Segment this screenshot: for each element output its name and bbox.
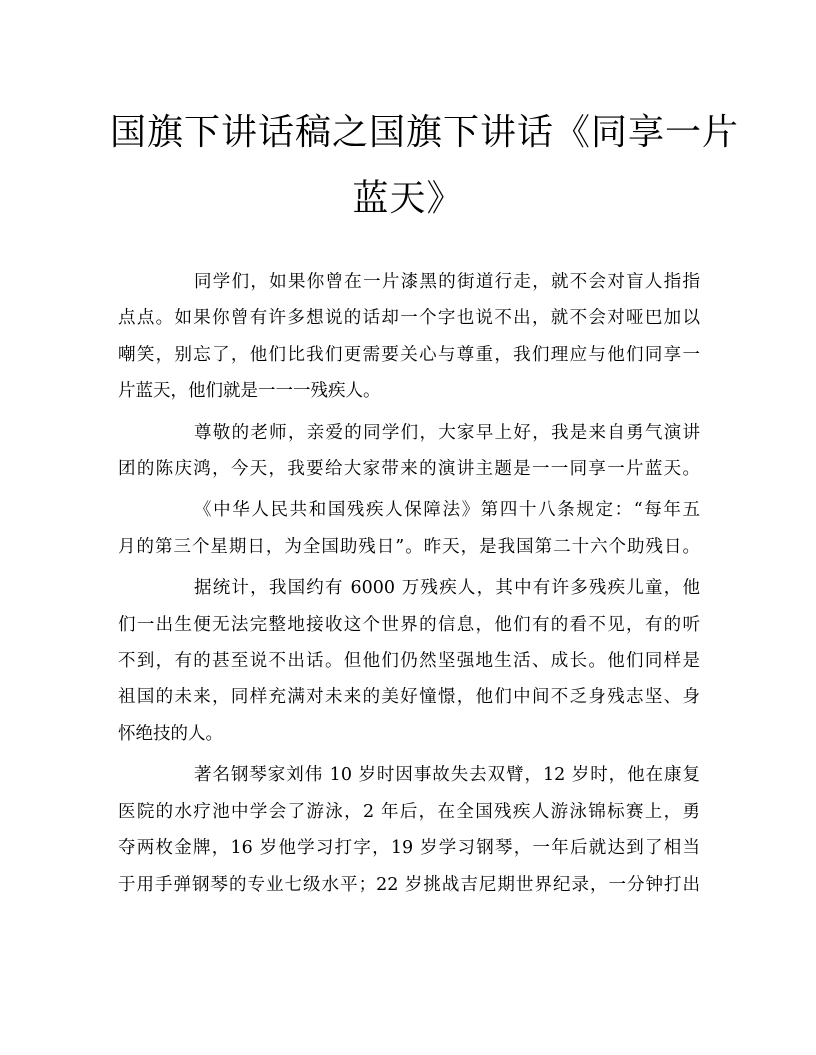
paragraph-line: 据统计，我国约有 6000 万残疾人，其中有许多残疾儿童，他: [194, 578, 700, 599]
paragraph-line: 医院的水疗池中学会了游泳，2 年后，在全国残疾人游泳锦标赛上，勇: [118, 801, 700, 822]
paragraph-line: 夺两枚金牌，16 岁他学习打字，19 岁学习钢琴，一年后就达到了相当: [118, 838, 700, 859]
document-title: [110, 100, 740, 232]
paragraph-line: 月的第三个星期日，为全国助残日”。昨天，是我国第二十六个助残日。: [118, 536, 700, 557]
paragraph-4: [118, 570, 700, 752]
paragraph-3: [118, 492, 700, 565]
document-body: [118, 264, 700, 908]
paragraph-line: 点点。如果你曾有许多想说的话却一个字也说不出，就不会对哑巴加以: [118, 308, 700, 329]
paragraph-line: 《中华人民共和国残疾人保障法》第四十八条规定：“每年五: [194, 500, 700, 521]
paragraph-line: 著名钢琴家刘伟 10 岁时因事故失去双臂，12 岁时，他在康复: [194, 765, 700, 786]
paragraph-line: 团的陈庆鸿，今天，我要给大家带来的演讲主题是一一同享一片蓝天。: [118, 459, 700, 480]
paragraph-line: 同学们，如果你曾在一片漆黑的街道行走，就不会对盲人指指: [194, 272, 700, 292]
paragraph-2: [118, 415, 700, 488]
title-line-1: 国旗下讲话稿之国旗下讲话《同享一片: [110, 112, 740, 153]
paragraph-1: [118, 264, 700, 410]
title-line-2: 蓝天》: [352, 178, 464, 219]
paragraph-line: 怀绝技的人。: [118, 723, 223, 744]
paragraph-line: 尊敬的老师，亲爱的同学们，大家早上好，我是来自勇气演讲: [194, 422, 700, 443]
paragraph-line: 嘲笑，别忘了，他们比我们更需要关心与尊重，我们理应与他们同享一: [118, 344, 700, 365]
paragraph-line: 祖国的未来，同样充满对未来的美好憧憬，他们中间不乏身残志坚、身: [118, 687, 700, 708]
paragraph-line: 片蓝天，他们就是一一一残疾人。: [118, 381, 381, 402]
paragraph-line: 们一出生便无法完整地接收这个世界的信息，他们有的看不见，有的听: [118, 614, 700, 635]
paragraph-5: [118, 757, 700, 903]
paragraph-line: 不到，有的甚至说不出话。但他们仍然坚强地生活、成长。他们同样是: [118, 651, 700, 672]
paragraph-line: 于用手弹钢琴的专业七级水平；22 岁挑战吉尼期世界纪录，一分钟打出: [118, 874, 700, 895]
